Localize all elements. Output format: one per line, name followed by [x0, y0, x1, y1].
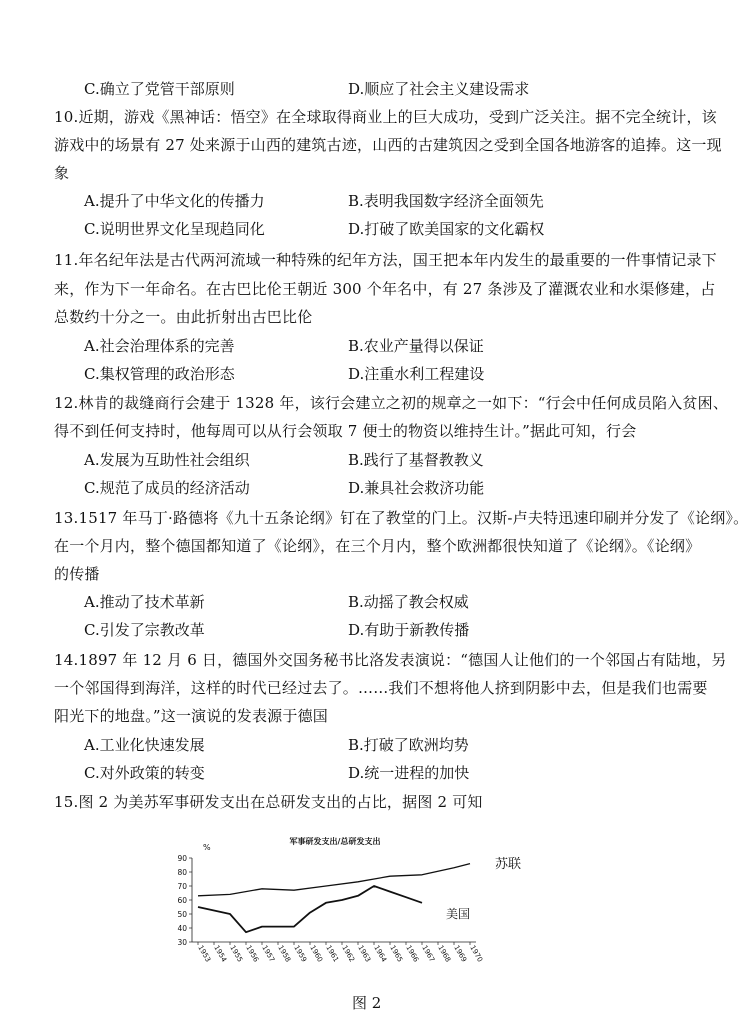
q11-option-d: D.注重水利工程建设: [348, 365, 485, 383]
q15-stem-line-1: 15.图 2 为美苏军事研发支出在总研发支出的占比，据图 2 可知: [54, 793, 483, 811]
q14-stem-line-2: 一个邻国得到海洋，这样的时代已经过去了。……我们不想将他人挤到阴影中去，但是我们也需要: [54, 679, 708, 697]
x-tick-label: 1965: [388, 944, 405, 964]
q9-option-c: C.确立了党管干部原则: [84, 80, 235, 98]
y-tick-label: 30: [177, 938, 187, 947]
q14-option-d: D.统一进程的加快: [348, 764, 470, 782]
q10-stem-line-1: 10.近期，游戏《黑神话：悟空》在全球取得商业上的巨大成功，受到广泛关注。据不完全统计，该: [54, 108, 717, 126]
q10-option-b: B.表明我国数字经济全面领先: [348, 192, 544, 210]
series-line-soviet-union: [198, 864, 470, 896]
y-tick-label: 40: [177, 924, 187, 933]
q13-stem-line-3: 的传播: [54, 565, 100, 583]
x-tick-label: 1964: [372, 944, 389, 964]
q10-option-c: C.说明世界文化呈现趋同化: [84, 220, 265, 238]
q13-option-d: D.有助于新教传播: [348, 621, 470, 639]
q12-option-c: C.规范了成员的经济活动: [84, 479, 250, 497]
x-tick-label: 1969: [452, 944, 469, 964]
q13-option-c: C.引发了宗教改革: [84, 621, 205, 639]
q13-option-b: B.动摇了教会权威: [348, 593, 469, 611]
x-tick-label: 1954: [212, 944, 229, 964]
q10-stem-line-2: 游戏中的场景有 27 处来源于山西的建筑古迹，山西的古建筑因之受到全国各地游客的追捧。这一现: [54, 136, 722, 154]
chart-title: 军事研发支出/总研发支出: [289, 837, 381, 846]
q12-option-b: B.践行了基督教教义: [348, 451, 484, 469]
legend-soviet-union: 苏联: [495, 857, 522, 872]
y-axis-ticks: [177, 854, 192, 947]
q14-option-b: B.打破了欧洲均势: [348, 736, 469, 754]
x-tick-label: 1959: [292, 944, 309, 964]
x-tick-label: 1955: [228, 944, 245, 964]
q10-stem-line-3: 象: [54, 164, 70, 182]
x-axis-ticks: [196, 942, 484, 964]
q11-option-c: C.集权管理的政治形态: [84, 365, 235, 383]
q14-option-a: A.工业化快速发展: [84, 736, 205, 754]
figure-caption: 图 2: [352, 994, 382, 1012]
q12-option-a: A.发展为互助性社会组织: [84, 451, 250, 469]
q13-option-a: A.推动了技术革新: [84, 593, 205, 611]
x-tick-label: 1956: [244, 944, 261, 964]
q14-stem-line-1: 14.1897 年 12 月 6 日，德国外交国务秘书比洛发表演说：“德国人让他们的一个邻国占有陆地，另: [54, 651, 727, 669]
y-tick-label: 80: [177, 868, 187, 877]
series-lines: [198, 864, 470, 933]
q12-stem-line-1: 12.林肯的裁缝商行会建于 1328 年，该行会建立之初的规章之一如下：“行会中任何成员陷入贫困、: [54, 394, 729, 412]
x-tick-label: 1963: [356, 944, 373, 964]
x-tick-label: 1970: [468, 944, 485, 964]
x-tick-label: 1968: [436, 944, 453, 964]
x-tick-label: 1958: [276, 944, 293, 964]
q12-option-d: D.兼具社会救济功能: [348, 479, 485, 497]
x-tick-label: 1962: [340, 944, 357, 964]
y-axis-unit: %: [203, 843, 211, 852]
q14-stem-line-3: 阳光下的地盘。”这一演说的发表源于德国: [54, 707, 328, 725]
figure-2-chart: [170, 832, 530, 992]
q11-option-a: A.社会治理体系的完善: [84, 337, 235, 355]
series-line-usa: [198, 886, 422, 932]
q13-stem-line-1: 13.1517 年马丁·路德将《九十五条论纲》钉在了教堂的门上。汉斯-卢夫特迅速印刷并分发了《论纲》。: [54, 509, 749, 527]
y-tick-label: 50: [177, 910, 187, 919]
x-tick-label: 1966: [404, 944, 421, 964]
q12-stem-line-2: 得不到任何支持时，他每周可以从行会领取 7 便士的物资以维持生计。”据此可知，行会: [54, 422, 637, 440]
q11-stem-line-2: 来，作为下一年命名。在古巴比伦王朝近 300 个年名中，有 27 条涉及了灌溉农业和水渠修建，占: [54, 280, 716, 298]
x-tick-label: 1967: [420, 944, 437, 964]
q10-option-a: A.提升了中华文化的传播力: [84, 192, 265, 210]
y-tick-label: 60: [177, 896, 187, 905]
q9-option-d: D.顺应了社会主义建设需求: [348, 80, 530, 98]
q13-stem-line-2: 在一个月内，整个德国都知道了《论纲》，在三个月内，整个欧洲都很快知道了《论纲》。《论纲》: [54, 537, 701, 555]
x-tick-label: 1953: [196, 944, 213, 964]
q11-option-b: B.农业产量得以保证: [348, 337, 484, 355]
q11-stem-line-1: 11.年名纪年法是古代两河流域一种特殊的纪年方法，国王把本年内发生的最重要的一件事情记录下: [54, 251, 717, 269]
q11-stem-line-3: 总数约十分之一。由此折射出古巴比伦: [54, 308, 313, 326]
y-tick-label: 70: [177, 882, 187, 891]
q14-option-c: C.对外政策的转变: [84, 764, 205, 782]
x-tick-label: 1960: [308, 944, 325, 964]
x-tick-label: 1957: [260, 944, 277, 964]
y-tick-label: 90: [177, 854, 187, 863]
q10-option-d: D.打破了欧美国家的文化霸权: [348, 220, 545, 238]
line-chart: [170, 832, 530, 992]
legend-usa: 美国: [446, 907, 471, 921]
x-tick-label: 1961: [324, 944, 341, 964]
